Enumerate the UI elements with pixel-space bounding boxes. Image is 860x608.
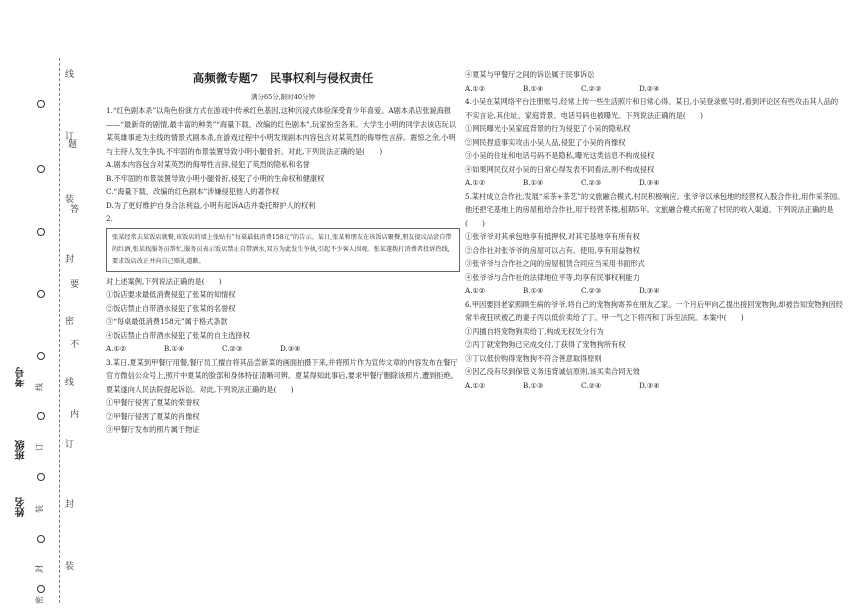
margin-char: 装 [65,562,75,572]
choice: A.①② [106,344,127,353]
margin-label: 订 [35,443,44,451]
binding-hole [37,585,45,593]
case-box: 张某经常去某饭店就餐,该饭店的墙上张贴有“每桌最低消费158元”的告示。某日,张某和朋友在该饭店聚餐,朋友提议品尝自带的红酒,张某找服务员帮忙,服务员表示饭店禁止自带酒水,双方为此发生争执,引起不少客人围观。张某遂拨打消费者投诉热线,要求饭店改正并向自己赔礼道歉。 [106,228,460,272]
choice: A.①② [465,83,486,93]
option: B.不牢固的布景装置导致小明小腿骨折,侵犯了小明的生命权和健康权 [106,173,325,183]
choice: A.①② [465,380,486,390]
margin-char: 要 [70,280,80,290]
page-title: 高频微专题7 民事权利与侵权责任 [192,71,374,85]
option: ④如果网民仅对小吴的日常心得发表不同看法,则不构成侵权 [465,164,655,174]
option: ①网民曝光小吴家庭背景的行为侵犯了小吴的隐私权 [465,124,631,133]
question-stem: 6.甲因要回老家照顾生病的爷爷,将自己的宠物狗寄养在朋友乙家。一个月后甲向乙提出接回宠物狗,却被告知宠物狗因经常半夜狂吠被乙的妻子丙以低价卖给了丁。甲一气之下将丙和丁诉至法院。本案中( ) [465,299,843,322]
choice: B.①④ [164,344,185,353]
option: A.剧本内容包含对某英烈的侮辱性言辞,侵犯了英烈的隐私和名誉 [106,160,310,169]
option: ①饭店要求最低消费侵犯了张某的知情权 [106,290,236,299]
option: ④张爷爷与合作社的法律地位平等,均享有民事权利能力 [465,272,640,282]
question-stem: 4.小吴在某网络平台注册账号,经常上传一些生活照片和日常心得。某日,小吴登录账号时,看到评论区有些攻击其人品的不实言论,其住址、家庭背景、电话号码也被曝光。下列说法正确的是( ) [465,97,839,120]
option: ③小吴的住址和电话号码不是隐私,曝光这类信息不构成侵权 [465,151,655,160]
choice-row [465,284,845,298]
binding-hole [37,228,45,236]
choice: B.①④ [523,83,544,93]
option: ③丁以低价购得宠物狗不符合善意取得原则 [465,353,602,363]
choice-row [465,176,845,190]
left-column [106,70,460,437]
option: ②丙丁就宠物狗已完成交付,丁获得了宠物狗所有权 [465,340,626,349]
choice-row [106,342,460,356]
margin-char: 密 [65,317,75,327]
page-subtitle: 满分65分,限时40分钟 [250,93,316,101]
choice: D.③④ [280,344,301,353]
binding-hole [37,165,45,173]
binding-hole [37,535,45,543]
choice: C.②③ [581,178,602,187]
choice: D.③④ [639,178,660,187]
margin-char: 不 [70,340,80,350]
choice: C.②④ [581,380,602,390]
question-stem: 5.某村成立合作社,发展“采茶+茶艺”的文旅融合模式,村民积极响应。张爷爷以承包地的经营权入股合作社,用作采茶园。他还把宅基地上的房屋租给合作社,用于经营茶楼,租期5年。文旅融合模式拓宽了村民的收入渠道。下列说法正确的是( ) [465,191,845,228]
option: ③张爷爷与合作社之间的房屋租赁合同应当采用书面形式 [465,259,645,268]
option: D.为了更好维护自身合法利益,小明有起诉A店并委托辩护人的权利 [106,200,316,210]
choice-row [465,82,845,96]
margin-label: 封 [35,565,44,573]
choice: D.③④ [639,286,660,295]
question-6 [465,298,845,393]
choice: A.①② [465,178,486,187]
margin-label: 密 [35,596,44,604]
question-4 [465,95,845,190]
binding-hole [37,290,45,298]
choice-row [465,379,845,393]
question-number: 2. [106,214,113,223]
option: ①丙擅自将宠物狗卖给丁,构成无权处分行为 [465,326,604,336]
margin-char: 题 [68,140,78,150]
question-stem: 对上述案例,下列说法正确的是( ) [106,276,222,286]
binding-hole [37,473,45,481]
binding-hole [37,100,45,108]
binding-hole [37,412,45,420]
margin-char: 线 [65,378,75,388]
right-column [465,68,845,392]
choice: D.②④ [639,83,660,93]
choice: D.③④ [639,380,660,390]
option: C.“海量下载、改编的红色剧本”涉嫌侵犯他人的著作权 [106,187,280,196]
binding-hole [37,352,45,360]
margin-char: 答 [70,205,80,215]
margin-char: 线 [65,70,75,80]
option: ④夏某与甲餐厅之间的诉讼属于民事诉讼 [465,70,595,79]
question-stem: 3.某日,夏某到甲餐厅用餐,餐厅员工擅自将其品尝新菜的画面拍摄下来,并将照片作为宣传文章的内容发布在餐厅官方微信公众号上,照片中夏某的脸部和身体特征清晰可辨。夏某得知此事后,要求甲餐厅删除该照片,遭到拒绝。夏某遂向人民法院提起诉讼。对此,下列说法正确的是( ) [106,357,458,394]
choice: C.②③ [581,286,602,295]
question-3 [106,356,460,437]
binding-margin [0,0,95,608]
option: ①甲餐厅侵害了夏某的荣誉权 [106,398,200,407]
option: ③“每桌最低消费158元”属于格式条款 [106,317,228,326]
margin-char: 内 [70,410,80,420]
margin-label: 装 [35,505,44,513]
margin-char: 封 [65,500,75,510]
option: ④因乙没有尽到保管义务违背诚信原则,该买卖合同无效 [465,367,640,376]
margin-label: 线 [35,383,44,391]
choice: B.①③ [523,380,544,390]
margin-char: 装 [65,195,75,205]
choice: A.①② [465,286,486,295]
choice: C.②③ [581,83,602,93]
option: ②饭店禁止自带酒水侵犯了张某的名誉权 [106,303,236,313]
option: ②甲餐厅侵害了夏某的肖像权 [106,411,200,421]
choice: B.①④ [523,178,544,187]
margin-char: 订 [65,132,75,142]
choice: C.②③ [222,344,243,353]
question-3-continued [465,68,845,95]
name-field: 姓名 [16,497,27,517]
question-5 [465,190,845,298]
option: ②网民捏造事实攻击小吴人品,侵犯了小吴的肖像权 [465,137,626,147]
margin-char: 封 [65,255,75,265]
question-1 [106,104,460,212]
option: ①张爷爷对其承包地享有抵押权,对其宅基地享有所有权 [465,232,640,241]
question-stem: 1.“红色剧本杀”以角色扮演方式在游戏中传承红色基因,这种沉浸式体验深受青少年喜爱。A剧本杀店张貌海报——“最新奇的剧情,最丰富的种类”“海量下载、改编的红色剧本”,玩家扮至各来。大学生小明的同学去该店玩以某英雄事迹为主线的情景式剧本杀,在游戏过程中小明发现剧本内容包含对某英烈的侮辱性言辞。震惊之余,小明与主持人发生争执,不牢固的布景装置导致小明小腿骨折。对此,下列说法正确的是( ) [106,106,456,156]
class-field: 班级 [16,440,27,460]
option: ③甲餐厅发布的照片属于物证 [106,425,200,434]
margin-char: 订 [65,440,75,450]
choice: B.①④ [523,286,544,295]
option: ④饭店禁止自带酒水侵犯了张某的自主选择权 [106,330,250,340]
option: ②合作社对张爷爷的房屋可以占有、使用,享有用益物权 [465,245,640,255]
exam-number-field: 考号 [16,367,27,387]
question-2 [106,212,460,356]
binding-dashed-line [59,58,60,603]
